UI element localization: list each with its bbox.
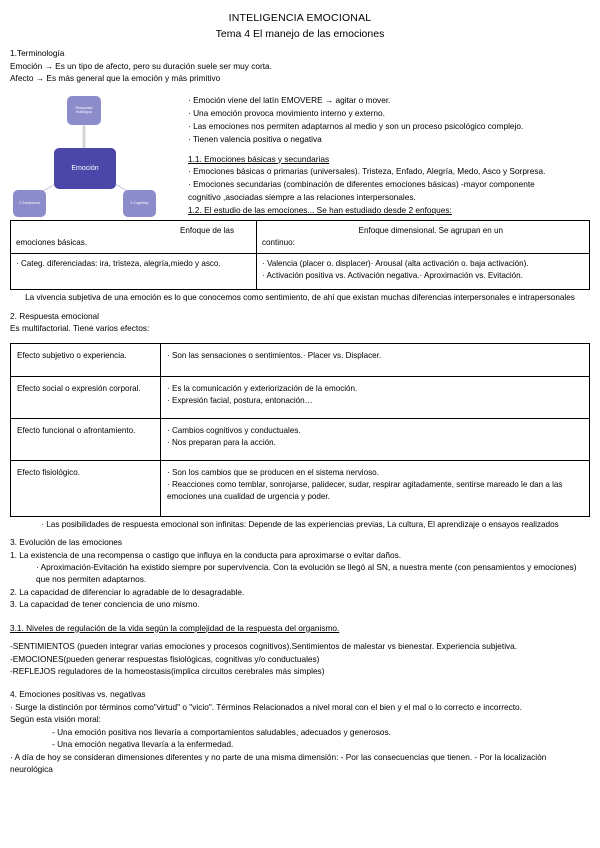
section-3-item-2: · Aproximación-Evitación ha existido siempre por supervivencia. Con la evolución se llegó al SN, a nuestra mente (con pensamientos y emociones) que nos permiten adaptarnos. <box>36 561 579 585</box>
section-2-respuesta-emocional <box>10 310 590 335</box>
table2-label-social: Efecto social o expresión corporal. <box>11 376 161 418</box>
section-3-heading: 3. Evolución de las emociones <box>10 536 123 547</box>
intro-bullet-4: · Tienen valencia positiva o negativa <box>188 133 322 144</box>
table-row <box>11 343 590 376</box>
page-subtitle: Tema 4 El manejo de las emociones <box>215 28 385 40</box>
section-2-heading: 2. Respuesta emocional <box>10 310 100 321</box>
section-4-line-2: Según esta visión moral: <box>10 714 101 725</box>
diagram-and-intro-row <box>10 90 590 216</box>
diagram-node-emocion: Emoción <box>54 148 116 189</box>
table-row <box>11 254 590 290</box>
table2-content-fisiologico-line2: · Reacciones como temblar, sonrojarse, palidecer, sudar, respirar agitadamente, sentirse mareado le dan a las emociones una cualidad de urgencia y poder. <box>167 479 563 501</box>
table1-header-left-line2: emociones básicas. <box>16 238 88 248</box>
diagram-node-conductual: 2 Conductual <box>13 190 46 217</box>
section-1-1-line-3: cognitivo ,asociadas siempre a las relaciones interpersonales. <box>188 191 416 202</box>
page-title: INTELIGENCIA EMOCIONAL <box>228 12 372 24</box>
section-1-line-2: Afecto → Es más general que la emoción y más primitivo <box>10 73 221 83</box>
section-3-item-1: 1. La existencia de una recompensa o castigo que influya en la conducta para aproximarse o evitar daños. <box>10 549 402 560</box>
section-1-1-line-2: · Emociones secundarias (combinación de diferentes emociones básicas) -mayor componente <box>188 178 535 189</box>
intro-bullet-2: · Una emoción provoca movimiento interno y externo. <box>188 108 385 119</box>
table1-header-left <box>11 221 257 254</box>
table2-content-funcional-line2: · Nos preparan para la acción. <box>167 437 276 447</box>
section-3-1-item-3: -REFLEJOS reguladores de la homeostasis(implica circuitos cerebrales más simples) <box>10 666 325 677</box>
table-row <box>11 418 590 460</box>
section-3-evolucion <box>10 536 590 611</box>
table-row <box>11 376 590 418</box>
table2-content-social-line1: · Es la comunicación y exteriorización de la emoción. <box>167 383 358 393</box>
section-3-1-item-1: -SENTIMIENTOS (pueden integrar varias emociones y procesos cognitivos).Sentimientos de malestar vs bienestar. Experiencia subjetiva. <box>10 641 518 652</box>
section-3-1-heading: 3.1. Niveles de regulación de la vida según la complejidad de la respuesta del organismo. <box>10 622 340 633</box>
table-row <box>11 460 590 516</box>
section-4-sub-item-2: - Una emoción negativa llevaría a la enfermedad. <box>52 739 234 750</box>
section-1-heading: 1.Terminología <box>10 48 65 58</box>
table2-label-subjetivo: Efecto subjetivo o experiencia. <box>11 343 161 376</box>
table1-header-left-line1: Enfoque de las <box>179 226 234 236</box>
section-1-line-1: Emoción → Es un tipo de afecto, pero su duración suele ser muy corta. <box>10 60 272 71</box>
diagram-edge-top <box>83 126 86 151</box>
table-row <box>11 221 590 254</box>
table-enfoques <box>10 220 590 290</box>
section-1-terminologia <box>10 47 590 84</box>
section-1-1-line-1: · Emociones básicas o primarias (universales). Tristeza, Enfado, Alegría, Medo, Asco y Sorpresa. <box>188 166 546 177</box>
table2-content-funcional <box>161 418 590 460</box>
table1-cell-left <box>11 254 257 290</box>
section-4-line-1: · Surge la distinción por términos como"virtud" o "vicio". Términos Relacionados a nivel moral con el bien y el mal o lo correcto e incorrecto. <box>10 702 522 713</box>
section-3-1-niveles <box>10 622 590 678</box>
table2-content-fisiologico-line1: · Son los cambios que se producen en el sistema nervioso. <box>167 467 379 477</box>
section-1-1-heading: 1.1. Emociones básicas y secundarias <box>188 153 330 164</box>
table2-label-funcional: Efecto funcional o afrontamiento. <box>11 418 161 460</box>
section-3-item-3: 2. La capacidad de diferenciar lo agradable de lo desagradable. <box>10 586 245 597</box>
section-1-2-heading: 1.2. El estudio de las emociones... Se han estudiado desde 2 enfoques: <box>188 204 452 215</box>
table2-label-fisiologico: Efecto fisiológico. <box>11 460 161 516</box>
table2-content-subjetivo-line1: · Son las sensaciones o sentimientos.· Placer vs. Displacer. <box>167 350 382 360</box>
note-posibilidades-respuesta: · Las posibilidades de respuesta emocional son infinitas: Depende de las experiencias previas, La cultura, El aprendizaje o ensayos realizados <box>41 519 559 529</box>
section-4-closing: · A día de hoy se consideran dimensiones diferentes y no parte de una misma dimensión: - Por las consecuencias que tienen. - Por la localización neurológica <box>10 751 549 775</box>
section-4-heading: 4. Emociones positivas vs. negativas <box>10 689 146 700</box>
title-block <box>10 12 590 40</box>
intro-bullet-1: · Emoción viene del latín EMOVERE → agitar o mover. <box>188 95 391 106</box>
table1-header-right-line1: Enfoque dimensional. Se agrupan en un <box>358 226 503 236</box>
table1-header-right <box>257 221 590 254</box>
section-4-positivas-negativas <box>10 688 590 775</box>
table1-cell-right-line2: · Activación positiva vs. Activación negativa.· Aproximación vs. Evitación. <box>262 271 523 281</box>
table-efectos <box>10 343 590 517</box>
section-2-line-1: Es multifactorial. Tiene varios efectos: <box>10 323 150 334</box>
table1-header-right-line2: continuo: <box>262 238 295 248</box>
diagram-node-cognitiva: 4 Cognitiva <box>123 190 156 217</box>
table1-cell-right-line1: · Valencia (placer o. displacer)· Arousal (alta activación o. baja activación). <box>262 259 529 269</box>
section-4-sub-item-1: - Una emoción positiva nos llevaría a comportamientos saludables, adecuados y generosos. <box>52 726 391 737</box>
section-3-1-item-2: -EMOCIONES(pueden generar respuestas fisiológicas, cognitivas y/o conductuales) <box>10 653 320 664</box>
table1-cell-right <box>257 254 590 290</box>
intro-bullet-3: · Las emociones nos permiten adaptarnos al medio y son un proceso psicológico complejo. <box>188 121 524 131</box>
table1-cell-left-line1: · Categ. diferenciadas: ira, tristeza, alegría,miedo y asco. <box>16 259 221 269</box>
table2-content-subjetivo <box>161 343 590 376</box>
table2-content-fisiologico <box>161 460 590 516</box>
intro-bullet-list <box>182 90 590 216</box>
note-vivencia-subjetiva: La vivencia subjetiva de una emoción es lo que conocemos como sentimiento, de ahí que existan muchas diferencias interpersonales e intrapersonales <box>25 293 575 303</box>
table2-content-funcional-line1: · Cambios cognitivos y conductuales. <box>167 425 301 435</box>
emotion-diagram <box>10 90 182 212</box>
table2-content-social-line2: · Expresión facial, postura, entonación… <box>167 395 313 405</box>
diagram-node-fisiologica: Respuesta fisiológica <box>67 96 101 125</box>
section-3-item-4: 3. La capacidad de tener conciencia de uno mismo. <box>10 599 200 610</box>
table2-content-social <box>161 376 590 418</box>
